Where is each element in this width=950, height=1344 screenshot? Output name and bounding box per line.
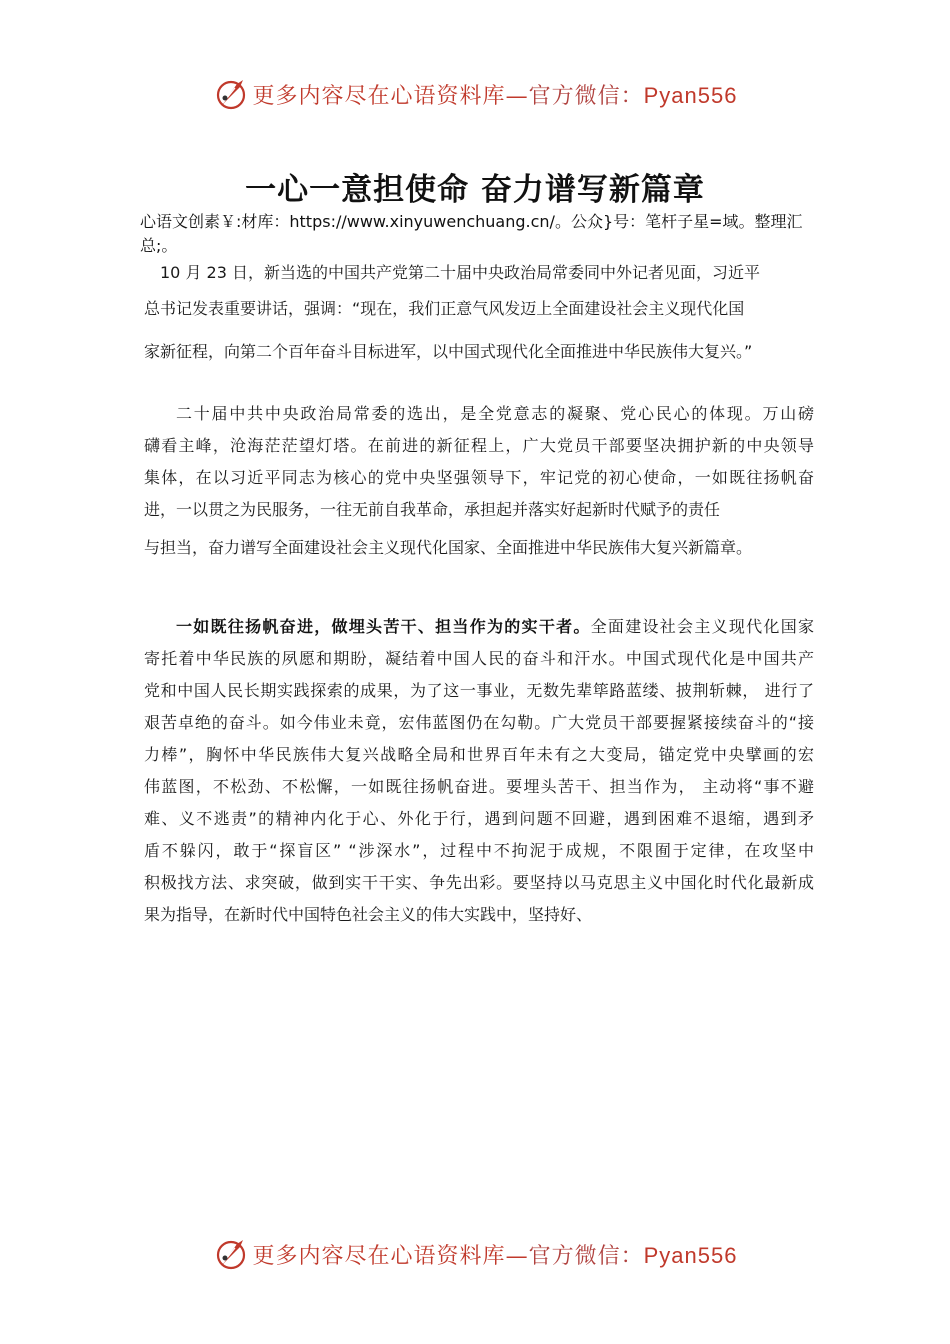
intro-line-2: 总书记发表重要讲话，强调：“现在，我们正意气风发迈上全面建设社会主义现代化国 (144, 299, 745, 318)
paragraph-3-lead: 一如既往扬帆奋进，做埋头苦干、担当作为的实干者。 (176, 617, 591, 636)
banner-main-text: 更多内容尽在心语资料库 (252, 1243, 506, 1269)
banner-text (253, 79, 738, 110)
paragraph-2-line: 进，一以贯之为民服务，一往无前自我革命，承担起并落实好起新时代赋予的责任 (144, 500, 721, 519)
paragraph-3-line: 伟蓝图，不松劲、不松懈，一如既往扬帆奋进。要埋头苦干、担当作为， 主动将“事不避 (144, 777, 814, 796)
intro-line-3: 家新征程，向第二个百年奋斗目标进军，以中国式现代化全面推进中华民族伟大复兴。” (144, 342, 753, 361)
banner-main-text: 更多内容尽在心语资料库 (252, 83, 506, 109)
banner-separator: — (505, 1243, 529, 1269)
source-line: 心语文创素￥:材库：https://www.xinyuwenchuang.cn/。公众}号：笔杆子星=域。整理汇总;。 (140, 212, 803, 255)
quill-pen-logo-icon (213, 76, 249, 112)
paragraph-2 (144, 398, 814, 564)
header-banner (0, 74, 950, 114)
banner-wechat-id: Pyan556 (643, 1242, 738, 1268)
paragraph-3-line: 果为指导，在新时代中国特色社会主义的伟大实践中，坚持好、 (144, 905, 593, 924)
banner-label: 官方微信： (528, 83, 644, 109)
quill-pen-logo-icon (213, 1236, 249, 1272)
footer-banner (0, 1234, 950, 1274)
paragraph-3-line: 积极找方法、求突破，做到实干干实、争先出彩。要坚持以马克思主义中国化时代化最新成 (144, 873, 814, 892)
paragraph-3-line: 力棒”，胸怀中华民族伟大复兴战略全局和世界百年未有之大变局，锚定党中央擘画的宏 (144, 745, 814, 764)
paragraph-3-line: 难、义不逃责”的精神内化于心、外化于行，遇到问题不回避，遇到困难不退缩，遇到矛 (144, 809, 814, 828)
intro-line-1: 10 月 23 日，新当选的中国共产党第二十届中央政治局常委同中外记者见面，习近平 (160, 263, 760, 282)
paragraph-2-line: 二十届中共中央政治局常委的选出，是全党意志的凝聚、党心民心的体现。万山磅 (176, 404, 814, 423)
paragraph-3-first-line (144, 611, 814, 643)
banner-label: 官方微信： (528, 1243, 644, 1269)
paragraph-3-line: 寄托着中华民族的夙愿和期盼，凝结着中国人民的奋斗和汗水。中国式现代化是中国共产 (144, 649, 814, 668)
banner-separator: — (505, 83, 529, 109)
document-title: 一心一意担使命 奋力谱写新篇章 (245, 172, 705, 208)
banner-wechat-id: Pyan556 (643, 82, 738, 108)
paragraph-3-line: 党和中国人民长期实践探索的成果，为了这一事业，无数先辈筚路蓝缕、披荆斩棘， 进行了 (144, 681, 814, 700)
paragraph-2-line: 礴看主峰，沧海茫茫望灯塔。在前进的新征程上，广大党员干部要坚决拥护新的中央领导 (144, 436, 814, 455)
paragraph-2-line: 与担当，奋力谱写全面建设社会主义现代化国家、全面推进中华民族伟大复兴新篇章。 (144, 538, 753, 557)
paragraph-2-line: 集体，在以习近平同志为核心的党中央坚强领导下，牢记党的初心使命，一如既往扬帆奋 (144, 468, 814, 487)
paragraph-3 (144, 611, 814, 931)
paragraph-3-line: 艰苦卓绝的奋斗。如今伟业未竟，宏伟蓝图仍在勾勒。广大党员干部要握紧接续奋斗的“接 (144, 713, 814, 732)
paragraph-3-line: 盾不躲闪，敢于“探盲区” “涉深水”，过程中不拘泥于成规，不限囿于定律，在攻坚中 (144, 841, 814, 860)
banner-text (253, 1239, 738, 1270)
paragraph-3-first-rest: 全面建设社会主义现代化国家 (590, 617, 814, 636)
